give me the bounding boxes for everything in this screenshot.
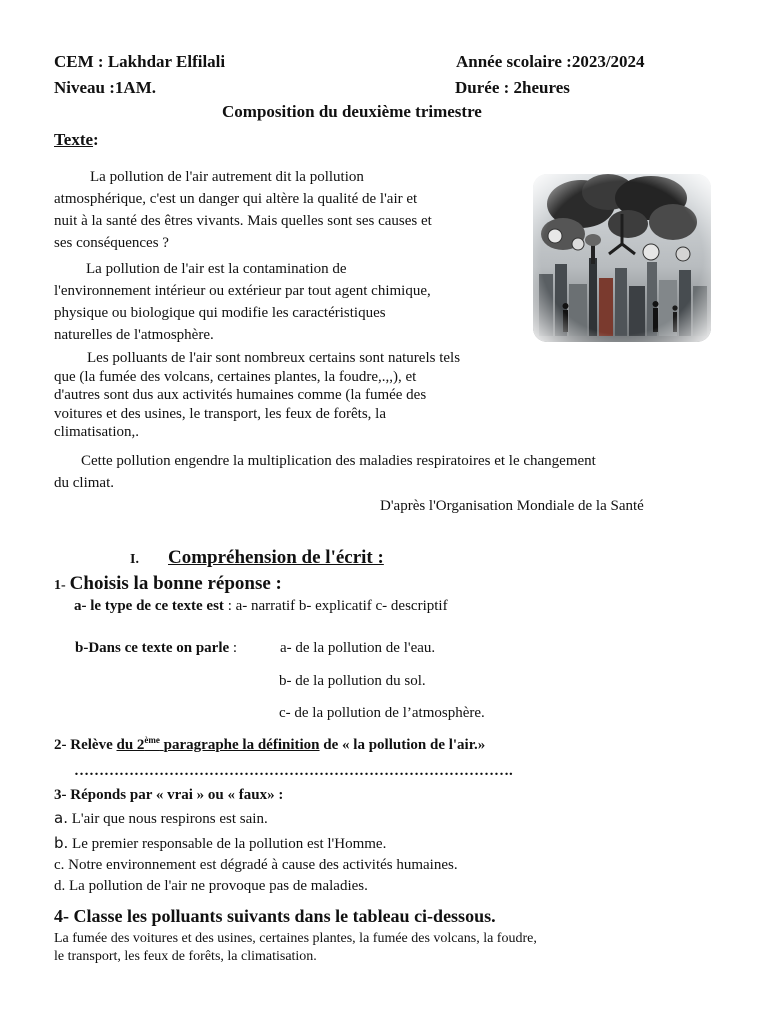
p1-line3: nuit à la santé des êtres vivants. Mais quelles sont ses causes et [54, 213, 432, 229]
q3-b-letter: b. [54, 834, 69, 852]
exam-title: Composition du deuxième trimestre [222, 102, 482, 121]
q4-title: 4- Classe les polluants suivants dans le tableau ci-dessous. [54, 906, 496, 926]
p3-line1: Les polluants de l'air sont nombreux certains sont naturels tels [87, 350, 461, 366]
q1b-colon: : [232, 640, 238, 656]
section-number: I. [130, 552, 139, 567]
q2-sup: ème [144, 735, 160, 745]
q3-statement-b [54, 834, 386, 853]
level: Niveau :1AM. [54, 78, 156, 97]
q3-statement-d: d. La pollution de l'air ne provoque pas de maladies. [54, 878, 368, 894]
school-name: CEM : Lakhdar Elfilali [54, 52, 226, 71]
paragraph-4 [54, 450, 724, 494]
p4-line1: Cette pollution engendre la multiplication des maladies respiratoires et le changement [81, 453, 596, 469]
p3-line4: voitures et des usines, le transport, les feux de forêts, la [54, 405, 386, 422]
p1-line2: atmosphérique, c'est un danger qui altère la qualité de l'air et [54, 191, 418, 207]
q2-part2: du 2 [116, 737, 145, 753]
q1b-option-c: c- de la pollution de l’atmosphère. [279, 705, 485, 721]
text-heading-label: Texte [54, 130, 94, 149]
p2-line3: physique ou biologique qui modifie les caractéristiques [54, 305, 386, 321]
q2-part2-wrap [116, 737, 319, 753]
p1-line1: La pollution de l'air autrement dit la pollution [90, 169, 364, 185]
p2-line2: l'environnement intérieur ou extérieur par tout agent chimique, [54, 283, 431, 299]
q1b-option-a: a- de la pollution de l'eau. [280, 640, 436, 656]
text-heading-colon: : [93, 130, 99, 149]
q2-line [54, 737, 485, 754]
pollution-illustration [533, 174, 711, 342]
section-title: Compréhension de l'écrit : [168, 547, 384, 568]
q1a-label: a- le type de ce texte est [74, 598, 224, 614]
q4-line2: le transport, les feux de forêts, la climatisation. [54, 949, 317, 964]
q2-part1: Relève [70, 737, 113, 753]
duration: Durée : 2heures [455, 78, 570, 97]
text-heading [54, 130, 99, 150]
q1-number: 1- [54, 578, 66, 593]
q2-answer-line[interactable]: ……………………………………………………………………………. [74, 763, 513, 779]
p1-line4: ses conséquences ? [54, 235, 169, 251]
q1b-label: b-Dans ce texte on parle [75, 640, 230, 656]
q3-statement-c: c. Notre environnement est dégradé à cause des activités humaines. [54, 857, 458, 873]
p3-line2: que (la fumée des volcans, certaines plantes, la foudre,.,,), et [54, 368, 417, 385]
p2-line4: naturelles de l'atmosphère. [54, 327, 214, 343]
p3-line5: climatisation,. [54, 424, 139, 440]
q3-a-text: L'air que nous respirons est sain. [71, 811, 268, 827]
q3-statement-a [54, 809, 268, 828]
q2-part3: paragraphe la définition [163, 737, 320, 753]
paragraph-3 [54, 349, 554, 442]
q1a-options: : a- narratif b- explicatif c- descriptif [227, 598, 448, 614]
pollution-image [533, 174, 711, 342]
q2-number: 2- [54, 737, 67, 753]
q3-heading [54, 787, 283, 804]
school-year: Année scolaire :2023/2024 [456, 52, 645, 71]
q2-part4: de « la pollution de l'air.» [323, 737, 486, 753]
q1-heading [54, 573, 282, 595]
paragraph-1 [54, 166, 524, 254]
text-source: D'après l'Organisation Mondiale de la Santé [380, 498, 644, 514]
q1b-option-b: b- de la pollution du sol. [279, 673, 426, 689]
q3-number: 3- [54, 787, 67, 803]
p2-line1: La pollution de l'air est la contamination de [86, 261, 347, 277]
q1b [75, 640, 237, 657]
paragraph-2 [54, 258, 524, 346]
q1-title: Choisis la bonne réponse : [69, 573, 282, 594]
p3-line3: d'autres sont dus aux activités humaines comme (la fumée des [54, 387, 427, 403]
q3-b-text: Le premier responsable de la pollution est l'Homme. [72, 836, 387, 852]
q3-title: Réponds par « vrai » ou « faux» : [70, 787, 284, 803]
q1a [74, 598, 448, 615]
q3-a-letter: a. [54, 809, 68, 827]
p4-line2: du climat. [54, 475, 114, 491]
q4-line1: La fumée des voitures et des usines, certaines plantes, la fumée des volcans, la foudre, [54, 931, 537, 946]
